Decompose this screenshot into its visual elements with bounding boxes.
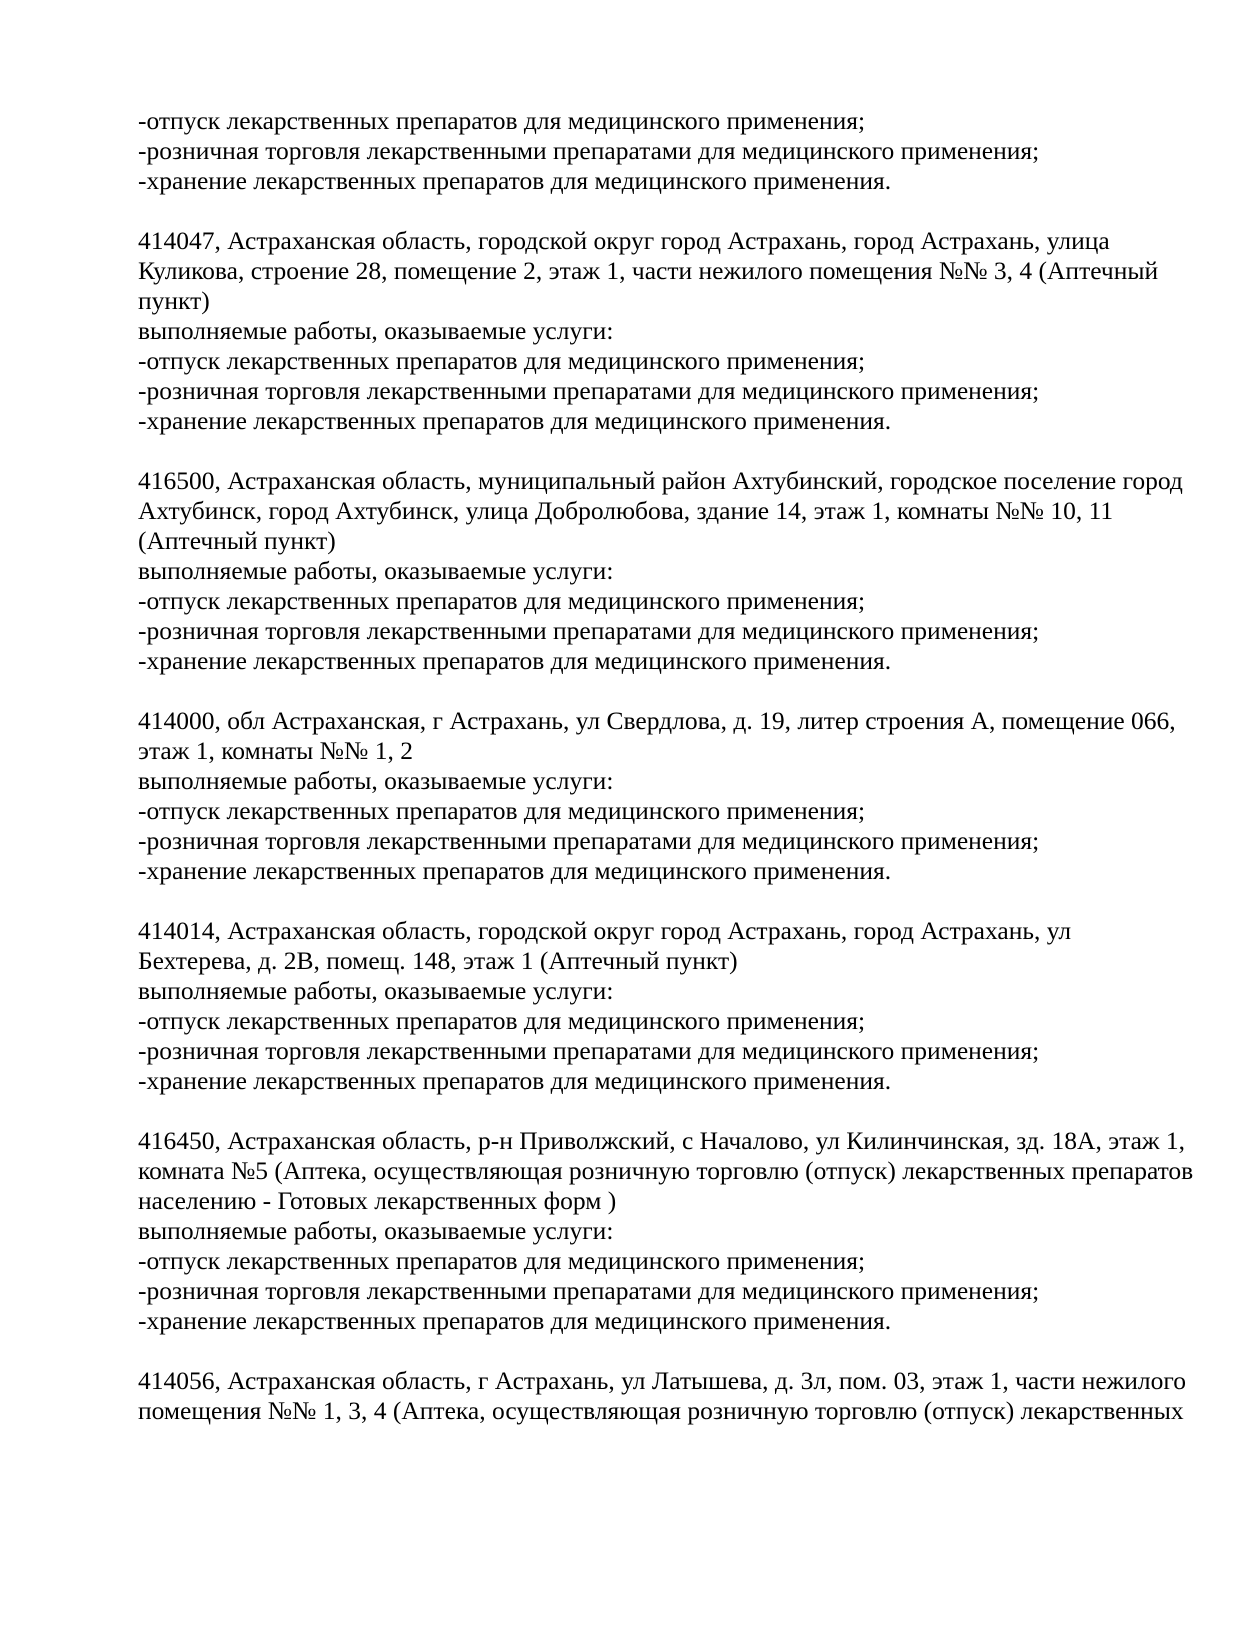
text-line: -отпуск лекарственных препаратов для медицинского применения; (138, 1006, 866, 1035)
text-line: Куликова, строение 28, помещение 2, этаж 1, части нежилого помещения №№ 3, 4 (Аптечный (138, 256, 1159, 285)
text-line: 414000, обл Астраханская, г Астрахань, ул Свердлова, д. 19, литер строения А, помещение 066, (138, 706, 1176, 735)
text-line: -хранение лекарственных препаратов для медицинского применения. (138, 856, 892, 885)
text-line: 416450, Астраханская область, р-н Приволжский, с Началово, ул Килинчинская, зд. 18А, этаж 1, (138, 1126, 1186, 1155)
text-line: пункт) (138, 286, 210, 315)
text-line: -хранение лекарственных препаратов для медицинского применения. (138, 166, 892, 195)
text-line: 414056, Астраханская область, г Астрахань, ул Латышева, д. 3л, пом. 03, этаж 1, части нежилого (138, 1366, 1186, 1395)
text-line: комната №5 (Аптека, осуществляющая розничную торговлю (отпуск) лекарственных препаратов (138, 1156, 1194, 1185)
text-line: Бехтерева, д. 2В, помещ. 148, этаж 1 (Аптечный пункт) (138, 946, 738, 975)
text-line: -хранение лекарственных препаратов для медицинского применения. (138, 646, 892, 675)
text-line: выполняемые работы, оказываемые услуги: (138, 976, 614, 1005)
text-line: -розничная торговля лекарственными препаратами для медицинского применения; (138, 826, 1040, 855)
text-line: -отпуск лекарственных препаратов для медицинского применения; (138, 106, 866, 135)
license-site-entry-414000 (138, 706, 1240, 886)
text-line: выполняемые работы, оказываемые услуги: (138, 766, 614, 795)
text-line: выполняемые работы, оказываемые услуги: (138, 316, 614, 345)
license-site-entry-416450 (138, 1126, 1240, 1336)
text-line: населению - Готовых лекарственных форм ) (138, 1186, 617, 1215)
license-site-entry-414014 (138, 916, 1240, 1096)
license-site-entry-414056 (138, 1366, 1240, 1426)
text-line: -отпуск лекарственных препаратов для медицинского применения; (138, 796, 866, 825)
text-line: -отпуск лекарственных препаратов для медицинского применения; (138, 586, 866, 615)
license-site-entry-414047 (138, 226, 1240, 436)
services-continuation-block (138, 106, 1240, 196)
text-line: Ахтубинск, город Ахтубинск, улица Добролюбова, здание 14, этаж 1, комнаты №№ 10, 11 (138, 496, 1114, 525)
text-line: 416500, Астраханская область, муниципальный район Ахтубинский, городское поселение город (138, 466, 1183, 495)
text-line: (Аптечный пункт) (138, 526, 336, 555)
text-line: -розничная торговля лекарственными препаратами для медицинского применения; (138, 1276, 1040, 1305)
text-line: 414047, Астраханская область, городской округ город Астрахань, город Астрахань, улица (138, 226, 1110, 255)
text-line: -розничная торговля лекарственными препаратами для медицинского применения; (138, 616, 1040, 645)
text-line: -розничная торговля лекарственными препаратами для медицинского применения; (138, 1036, 1040, 1065)
text-line: -хранение лекарственных препаратов для медицинского применения. (138, 1306, 892, 1335)
text-line: -розничная торговля лекарственными препаратами для медицинского применения; (138, 376, 1040, 405)
text-line: -хранение лекарственных препаратов для медицинского применения. (138, 406, 892, 435)
text-line: -хранение лекарственных препаратов для медицинского применения. (138, 1066, 892, 1095)
text-line: этаж 1, комнаты №№ 1, 2 (138, 736, 413, 765)
text-line: -отпуск лекарственных препаратов для медицинского применения; (138, 346, 866, 375)
text-line: помещения №№ 1, 3, 4 (Аптека, осуществляющая розничную торговлю (отпуск) лекарственных (138, 1396, 1184, 1425)
text-line: 414014, Астраханская область, городской округ город Астрахань, город Астрахань, ул (138, 916, 1072, 945)
text-line: -розничная торговля лекарственными препаратами для медицинского применения; (138, 136, 1040, 165)
text-line: -отпуск лекарственных препаратов для медицинского применения; (138, 1246, 866, 1275)
text-line: выполняемые работы, оказываемые услуги: (138, 556, 614, 585)
text-line: выполняемые работы, оказываемые услуги: (138, 1216, 614, 1245)
license-site-entry-416500 (138, 466, 1240, 676)
